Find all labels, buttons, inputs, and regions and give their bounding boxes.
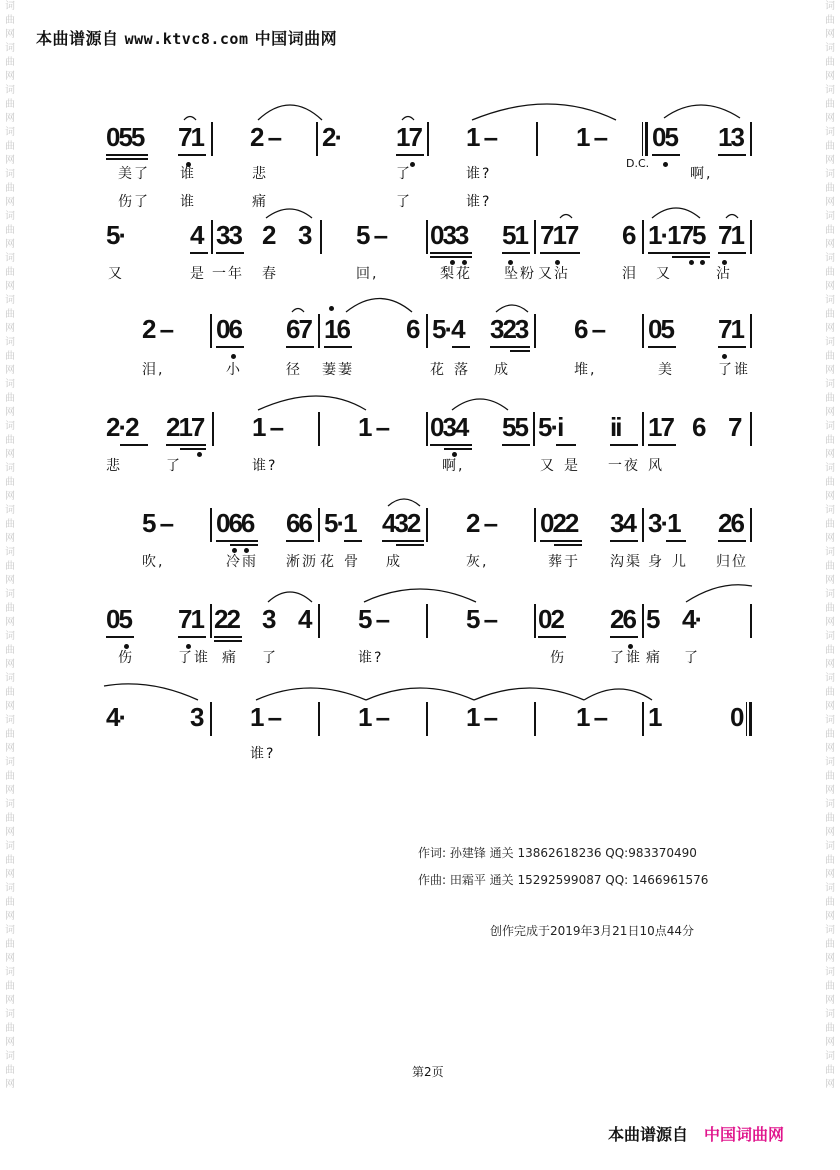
lyric: 谁?	[466, 166, 492, 182]
lyric: 是	[190, 266, 206, 282]
slur	[104, 684, 198, 700]
note: 1 –	[358, 702, 389, 732]
lyric: 伤	[118, 650, 134, 666]
lyric: 堆,	[574, 362, 597, 378]
note: 4	[190, 220, 203, 250]
footer-brand[interactable]: 中国词曲网	[704, 1125, 785, 1144]
lyric: 谁?	[358, 650, 384, 666]
note: 26	[610, 604, 635, 634]
note: 71	[718, 314, 743, 344]
lyric: 成	[386, 554, 402, 570]
note: 6 –	[574, 314, 605, 344]
slur	[346, 299, 412, 313]
lyric: 悲	[106, 458, 122, 474]
note: 2·2	[106, 412, 138, 442]
note: 16	[324, 314, 349, 344]
lyric: 一夜	[608, 458, 640, 474]
lyric: 归位	[716, 554, 748, 570]
note: 22	[214, 604, 239, 634]
slur	[584, 689, 652, 700]
note: 5 –	[358, 604, 389, 634]
note: 3	[190, 702, 203, 732]
note: 1 –	[576, 702, 607, 732]
note: 05	[652, 122, 677, 152]
note: 7	[728, 412, 741, 442]
note: 1 –	[466, 122, 497, 152]
lyric: 花	[430, 362, 446, 378]
note: 066	[216, 508, 254, 538]
lyric: 了	[166, 458, 182, 474]
lyric: 葬于	[548, 554, 580, 570]
slur	[366, 688, 474, 700]
note: 5·	[106, 220, 126, 250]
note: 6	[406, 314, 419, 344]
lyric: 谁	[180, 194, 196, 210]
lyric: 痛	[646, 650, 662, 666]
lyric: 回,	[356, 266, 379, 282]
note: 34	[610, 508, 635, 538]
lyric: 径	[286, 362, 302, 378]
lyric: 灰,	[466, 554, 489, 570]
note: 034	[430, 412, 468, 442]
note: 17	[396, 122, 421, 152]
watermark-left: 词曲网词曲网词曲网词曲网词曲网词曲网词曲网词曲网词曲网词曲网词曲网词曲网词曲网词曲网词曲网词曲网词曲网词曲网词曲网词曲网词曲网词曲网词曲网词曲网词曲网词曲网	[5, 1, 15, 1090]
slur	[268, 592, 312, 602]
slur	[364, 589, 476, 602]
lyric: 了	[262, 650, 278, 666]
note: 17	[648, 412, 673, 442]
slur	[472, 104, 616, 120]
note: 022	[540, 508, 578, 538]
note: 432	[382, 508, 420, 538]
lyric: 梨花	[440, 266, 472, 282]
slur	[388, 499, 420, 506]
note: 1	[648, 702, 661, 732]
lyric: 沾	[716, 266, 732, 282]
watermark-right: 词曲网词曲网词曲网词曲网词曲网词曲网词曲网词曲网词曲网词曲网词曲网词曲网词曲网词曲网词曲网词曲网词曲网词曲网词曲网词曲网词曲网词曲网词曲网词曲网词曲网词曲网	[825, 1, 835, 1090]
dc-mark: D.C.	[626, 157, 650, 170]
lyric: 啊,	[442, 458, 465, 474]
slur	[266, 209, 312, 218]
note: 5 –	[466, 604, 497, 634]
lyric: 落	[454, 362, 470, 378]
lyric: 小	[226, 362, 242, 378]
lyric: 了谁	[610, 650, 642, 666]
lyric: 萋萋	[322, 362, 354, 378]
note: 323	[490, 314, 528, 344]
note: 4	[298, 604, 311, 634]
note: 1 –	[252, 412, 283, 442]
slur	[184, 117, 196, 121]
note: 4·	[682, 604, 702, 634]
lyric: 了谁	[178, 650, 210, 666]
lyric: 花	[320, 554, 336, 570]
lyric: 啊,	[690, 166, 713, 182]
lyric: 泪	[622, 266, 638, 282]
lyric: 伤了	[118, 194, 150, 210]
header-site: 中国词曲网	[254, 29, 338, 48]
lyric: 谁?	[250, 746, 276, 762]
note: 2	[262, 220, 275, 250]
lyric: 谁?	[466, 194, 492, 210]
lyric: 又	[540, 458, 556, 474]
lyric: 美了	[118, 166, 150, 182]
slur	[258, 105, 322, 120]
lyric: 吹,	[142, 554, 165, 570]
page-number: 第2页	[412, 1065, 444, 1079]
note: 5 –	[142, 508, 173, 538]
credits	[418, 840, 708, 894]
note: 1·175	[648, 220, 705, 250]
note: 055	[106, 122, 144, 152]
note: 5	[646, 604, 659, 634]
lyric: 是	[564, 458, 580, 474]
slur	[452, 399, 508, 410]
slur	[726, 215, 738, 219]
slur	[256, 688, 366, 700]
slur	[402, 117, 414, 121]
note: 2 –	[250, 122, 281, 152]
slur	[652, 208, 700, 218]
note: 05	[648, 314, 673, 344]
note: 71	[178, 122, 203, 152]
note: 5·4	[432, 314, 464, 344]
lyric: 冷雨	[226, 554, 258, 570]
note: 5·i	[538, 412, 563, 442]
note: 71	[718, 220, 743, 250]
note: 3·1	[648, 508, 680, 538]
footer	[608, 1122, 784, 1145]
note: 033	[430, 220, 468, 250]
lyric: 了	[396, 166, 412, 182]
lyric: 一年	[212, 266, 244, 282]
note: 2·	[322, 122, 342, 152]
note: 33	[216, 220, 241, 250]
note: 717	[540, 220, 578, 250]
lyric: 又	[108, 266, 124, 282]
creation-date: 创作完成于2019年3月21日10点44分	[490, 924, 694, 938]
lyric: 美	[658, 362, 674, 378]
lyric: 风	[648, 458, 664, 474]
slur	[686, 585, 752, 602]
slur	[664, 105, 740, 118]
note: 1 –	[576, 122, 607, 152]
note: 5·1	[324, 508, 356, 538]
note: 0	[730, 702, 743, 732]
slur	[560, 215, 572, 219]
lyric: 又沾	[538, 266, 570, 282]
lyric: 春	[262, 266, 278, 282]
note: 1 –	[466, 702, 497, 732]
note: 6	[622, 220, 635, 250]
lyric: 了谁	[718, 362, 750, 378]
note: 05	[106, 604, 131, 634]
note: 217	[166, 412, 204, 442]
note: 66	[286, 508, 311, 538]
note: 26	[718, 508, 743, 538]
note: 06	[216, 314, 241, 344]
lyric: 骨	[344, 554, 360, 570]
footer-source: 本曲谱源自	[608, 1125, 689, 1144]
lyric: 坠粉	[504, 266, 536, 282]
header-source: 本曲谱源自	[36, 29, 119, 48]
lyricist-credit: 作词: 孙建锋 通关 13862618236 QQ:983370490	[418, 846, 697, 860]
lyric: 谁?	[252, 458, 278, 474]
note: 51	[502, 220, 527, 250]
note: 13	[718, 122, 743, 152]
note: 2 –	[142, 314, 173, 344]
lyric: 泪,	[142, 362, 165, 378]
lyric: 了	[396, 194, 412, 210]
slur	[474, 688, 584, 700]
lyric: 身	[648, 554, 664, 570]
note: 6	[692, 412, 705, 442]
header-url[interactable]: www.ktvc8.com	[124, 30, 249, 48]
note: 02	[538, 604, 563, 634]
lyric: 伤	[550, 650, 566, 666]
note: 2 –	[466, 508, 497, 538]
note: 67	[286, 314, 311, 344]
note: 1 –	[358, 412, 389, 442]
lyric: 谁	[180, 166, 196, 182]
note: 3	[262, 604, 275, 634]
note: 5 –	[356, 220, 387, 250]
lyric: 沟渠	[610, 554, 642, 570]
composer-credit: 作曲: 田霜平 通关 15292599087 QQ: 1466961576	[418, 873, 709, 887]
slur	[292, 309, 304, 313]
lyric: 又	[656, 266, 672, 282]
note: 4·	[106, 702, 126, 732]
note: 71	[178, 604, 203, 634]
lyric: 悲	[252, 166, 268, 182]
note: 1 –	[250, 702, 281, 732]
lyric: 成	[494, 362, 510, 378]
slur	[258, 396, 366, 410]
note: ii	[610, 412, 621, 442]
lyric: 了	[684, 650, 700, 666]
lyric: 淅沥	[286, 554, 318, 570]
slur	[496, 305, 528, 312]
note: 3	[298, 220, 311, 250]
lyric: 儿	[672, 554, 688, 570]
lyric: 痛	[252, 194, 268, 210]
lyric: 痛	[222, 650, 238, 666]
note: 55	[502, 412, 527, 442]
